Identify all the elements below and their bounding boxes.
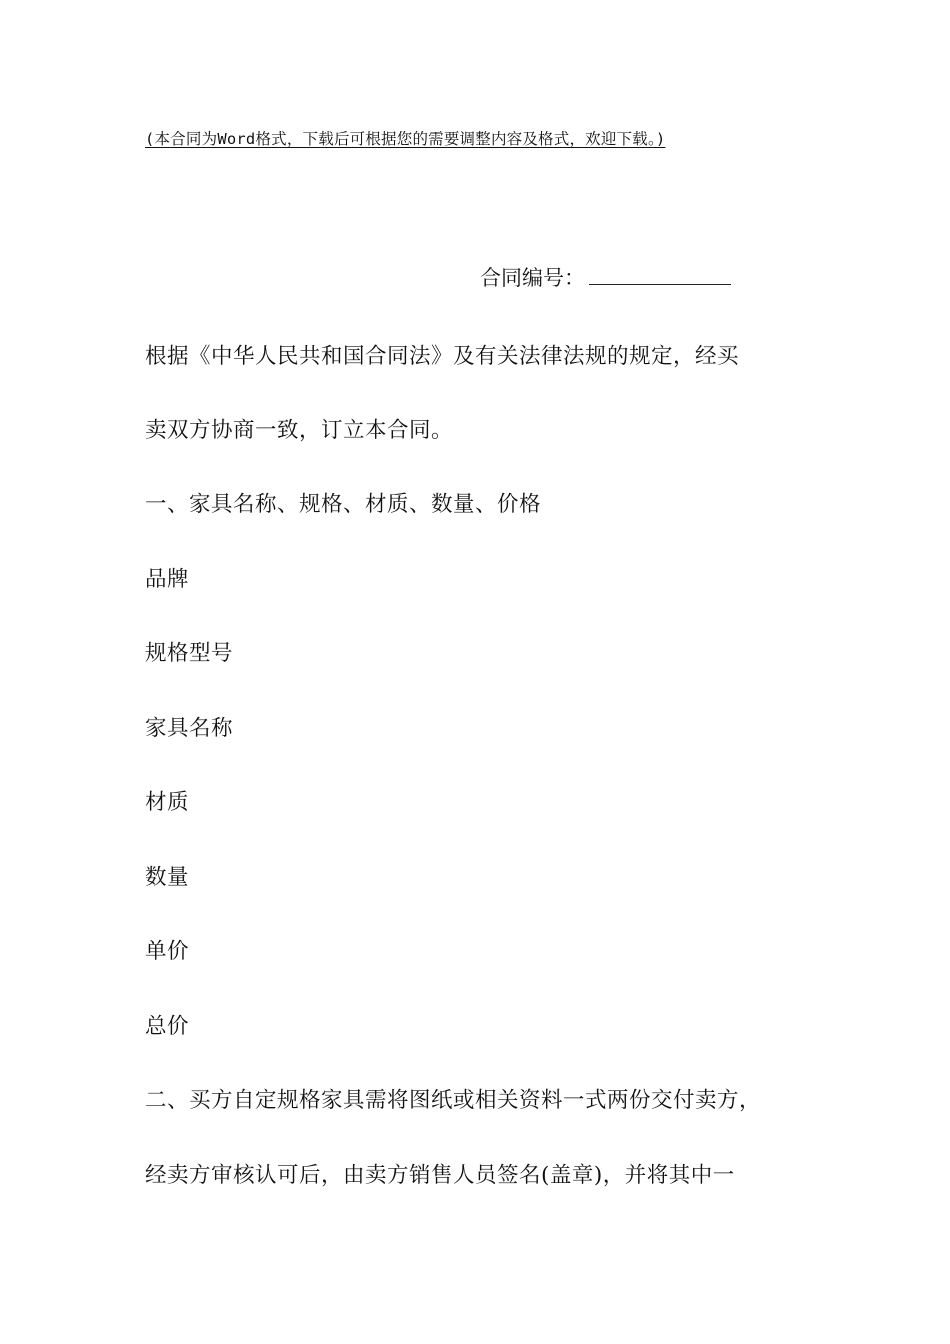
contract-number-blank: [589, 264, 731, 285]
field-brand: 品牌: [145, 567, 190, 592]
section-1-heading: 一、家具名称、规格、材质、数量、价格: [145, 492, 542, 517]
field-spec-model: 规格型号: [145, 641, 234, 666]
field-total-price: 总价: [145, 1014, 190, 1039]
field-quantity: 数量: [145, 865, 190, 890]
section-2-line-2: 经卖方审核认可后，由卖方销售人员签名(盖章)，并将其中一: [145, 1163, 735, 1188]
field-furniture-name: 家具名称: [145, 716, 234, 741]
contract-number-field: [480, 262, 731, 292]
section-2-line-1: 二、买方自定规格家具需将图纸或相关资料一式两份交付卖方，: [145, 1088, 762, 1113]
intro-line-2: 卖双方协商一致，订立本合同。: [145, 418, 454, 443]
field-material: 材质: [145, 790, 190, 815]
download-notice: (本合同为Word格式，下载后可根据您的需要调整内容及格式，欢迎下载。): [145, 130, 666, 148]
intro-line-1: 根据《中华人民共和国合同法》及有关法律法规的规定，经买: [145, 344, 740, 369]
field-unit-price: 单价: [145, 939, 190, 964]
contract-number-label: 合同编号：: [480, 266, 585, 290]
